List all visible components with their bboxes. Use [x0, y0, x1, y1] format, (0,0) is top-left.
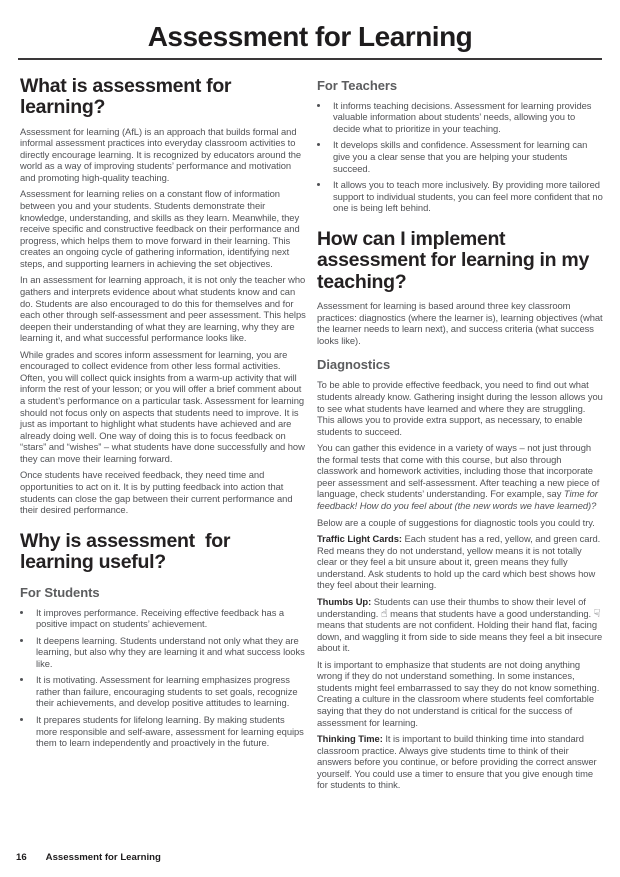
heading-what-is-afl: What is assessment for learning?	[20, 74, 232, 119]
paragraph-text: means that students have a good understanding.	[387, 607, 594, 619]
list-item: • It prepares students for lifelong learning. By making students more responsible and self-aware, assessment for learning equips them to learn independently and proactively in the future.	[33, 714, 306, 749]
paragraph-text: It is important to build thinking time into standard classroom practice. Always give students time to think of their answers before you continue, or before providing the correct answer yourself. You could use a timer to ensure that you give enough time for students to think.	[317, 733, 597, 791]
thumbs-down-icon: ☟	[593, 606, 601, 620]
paragraph-text: Students can use their thumbs to show their level of understanding.	[317, 595, 586, 619]
list-item: • It allows you to teach more inclusively. By providing more tailored support to individual students, you can feel more confident that no one is being left behind.	[330, 179, 603, 214]
paragraph: While grades and scores inform assessment for learning, you are encouraged to collect evidence from other less formal activities. Often, you will collect quick insights from a warm-up activity that will inform the rest of your lesson; or you will offer a brief comment about a student’s performance on a particular task. Assessment for learning should not focus only on aspects that students need to improve. It is just as important to highlight what students have achieved and are already doing well. One way of doing this is to focus feedback on “stars” and “wishes” – what students have done successfully and how they can move their learning forward.	[20, 348, 305, 464]
paragraph-text: You can gather this evidence in a variety of ways – not just through the formal tests that come with this course, but also through classwork and homework activities, including those that incorporate peer assessment and self-assessment. After teaching a new piece of language, check students’ understanding. For example, say	[317, 442, 600, 500]
page-title: Assessment for Learning	[147, 21, 473, 52]
paragraph-text: Each student has a red, yellow, and green card. Red means they do not understand, yellow means it is not totally clear or they feel a bit unsure about it, green means they fully understand. Ask students to hold up the card which best shows how they feel about their learning.	[317, 533, 601, 591]
for-students-bullet-list	[20, 607, 306, 749]
paragraph-thinking-time	[317, 733, 603, 791]
list-item: • It deepens learning. Students understand not only what they are learning, but also why they are learning it and what success looks like.	[33, 635, 306, 670]
paragraph: It is important to emphasize that students are not doing anything wrong if they do not understand something. In some instances, students might feel embarrassed to say they do not know something. Creating a culture in the classroom where students feel comfortable saying that they do not understand is critical for the success of assessment for learning.	[317, 658, 600, 728]
paragraph-text: means that students are not confident. Holding their hand flat, facing down, and waggling it from side to side means they feel a bit insecure about it.	[317, 619, 603, 654]
paragraph: Once students have received feedback, they need time and opportunities to act on it. It is by putting feedback into action that students can close the gap between their current performance and their desired performance.	[20, 469, 293, 516]
list-item: • It develops skills and confidence. Assessment for learning can give you a clear sense that you are helping your students succeed.	[330, 139, 603, 174]
paragraph-traffic-light-cards	[317, 533, 603, 591]
list-item: • It improves performance. Receiving effective feedback has a positive impact on students’ achievement.	[33, 607, 306, 630]
paragraph-thumbs-up	[317, 596, 603, 654]
left-column	[20, 76, 306, 796]
bold-lead-thinking-time: Thinking Time:	[317, 733, 383, 745]
list-item: • It informs teaching decisions. Assessment for learning provides valuable information about students’ needs, allowing you to decide what to prioritize in your teaching.	[330, 100, 603, 135]
page-number: 16	[16, 852, 27, 863]
paragraph: Assessment for learning relies on a constant flow of information between you and your students. Students demonstrate their knowledge, understanding, and skills as they learn. Meanwhile, they receive specific and constructive feedback on their performance and progress, which helps them to move forward in their learning. This creates an ongoing cycle of gathering information, identifying next steps, and supporting learners in achieving the set objectives.	[20, 188, 300, 269]
bold-lead-traffic-light-cards: Traffic Light Cards:	[317, 533, 402, 545]
paragraph: In an assessment for learning approach, it is not only the teacher who gathers and interprets evidence about what students know and can do. Students are also encouraged to do this for themselves and for each other through self-assessment and peer assessment. This helps deepen their understanding of what they are learning, why they are learning it, and what successful performance looks like.	[20, 274, 306, 344]
paragraph: Below are a couple of suggestions for diagnostic tools you could try.	[317, 516, 595, 528]
italic-example-text: Time for feedback! How do you feel about (the new words we have learned)?	[317, 488, 598, 512]
paragraph	[317, 442, 603, 511]
footer-title: Assessment for Learning	[45, 852, 161, 863]
for-teachers-bullet-list	[317, 100, 603, 214]
subheading-for-teachers: For Teachers	[317, 77, 398, 93]
list-item: • It is motivating. Assessment for learning emphasizes progress rather than failure, encouraging students to set goals, recognize their achievements, and develop positive attitudes to learning.	[33, 674, 306, 709]
thumbs-up-icon: ☝	[380, 606, 388, 620]
subheading-diagnostics: Diagnostics	[317, 357, 391, 373]
paragraph: Assessment for learning is based around three key classroom practices: diagnostics (where the learner is), learning objectives (what the learner needs to learn next), and success criteria (what success looks like).	[317, 300, 603, 346]
paragraph: Assessment for learning (AfL) is an approach that builds formal and informal assessment practices into everyday classroom activities to directly encourage learning. It is recognized by educators around the world as a way of improving students’ performance and motivation and promoting high-quality teaching.	[20, 125, 302, 183]
bold-lead-thumbs-up: Thumbs Up:	[317, 595, 372, 607]
footer	[16, 852, 161, 863]
heading-how-implement: How can I implement assessment for learning in my teaching?	[317, 227, 589, 293]
right-column	[317, 76, 603, 796]
subheading-for-students: For Students	[20, 584, 100, 600]
paragraph: To be able to provide effective feedback, you need to find out what students already know. Gathering insight during the lesson allows you to see what students have learned and where they are struggling. This allows you to provide extra support, as necessary, to enable students to succeed.	[317, 379, 603, 437]
heading-why-useful: Why is assessment for learning useful?	[20, 529, 236, 574]
page-body	[0, 60, 620, 796]
